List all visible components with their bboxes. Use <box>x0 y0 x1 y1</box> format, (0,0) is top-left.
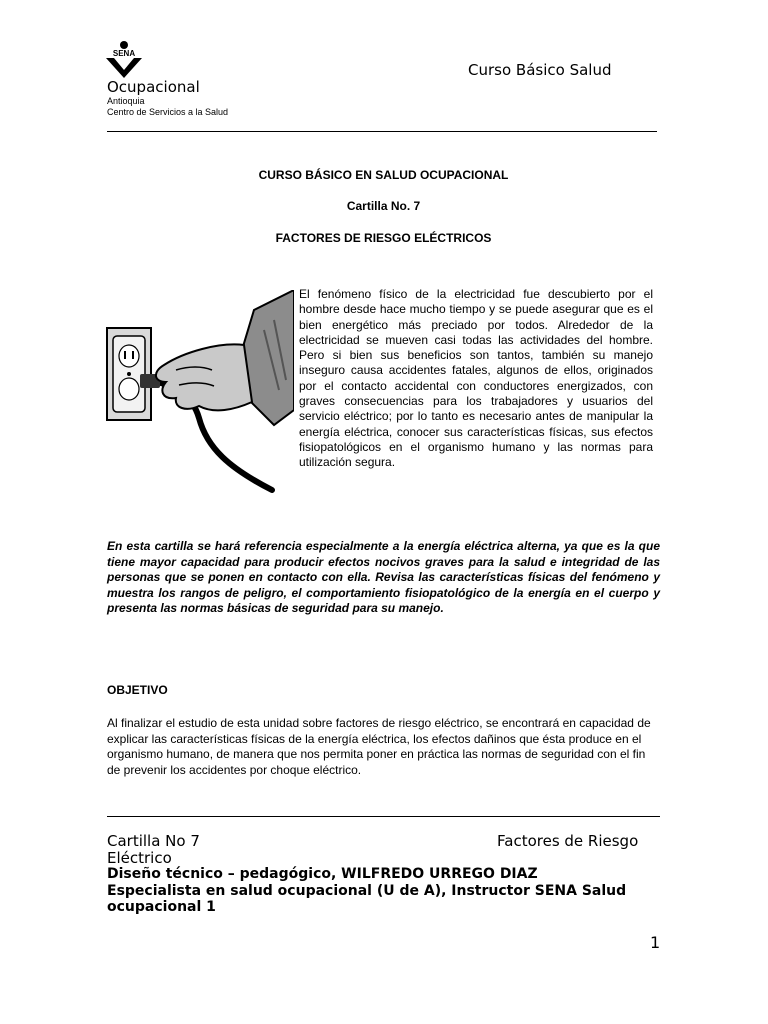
sena-logo-icon <box>104 40 144 80</box>
document-topic: FACTORES DE RIESGO ELÉCTRICOS <box>275 231 492 245</box>
objective-heading: OBJETIVO <box>107 683 168 697</box>
footer-topic: Factores de Riesgo <box>497 832 639 850</box>
org-subtitle-center: Centro de Servicios a la Salud <box>107 107 229 117</box>
footer-divider <box>107 816 660 817</box>
header-divider <box>107 131 657 132</box>
footer-credit-specialist-continued: ocupacional 1 <box>107 899 216 915</box>
footer-credit-specialist: Especialista en salud ocupacional (U de A), Instructor SENA Salud <box>107 883 627 899</box>
footer-cartilla: Cartilla No 7 <box>107 832 200 850</box>
logo-text: SENA <box>112 49 136 58</box>
cartilla-number: Cartilla No. 7 <box>346 199 421 213</box>
footer-credit-design: Diseño técnico – pedagógico, WILFREDO URREGO DIAZ <box>107 866 538 882</box>
org-name: Ocupacional <box>107 78 200 96</box>
org-subtitle-region: Antioquia <box>107 96 145 106</box>
header-course-title: Curso Básico Salud <box>468 61 612 79</box>
intro-paragraph: El fenómeno físico de la electricidad fue descubierto por el hombre desde hace mucho tiempo y se puede asegurar que es el bien energético más preciado por todos. Alrededor de la electricidad se mueven casi todas las actividades del hombre. Pero si bien sus beneficios son tantos, también su manejo inseguro causa accidentes fatales, algunos de ellos, originados por el contacto accidental con conductores energizados, con graves consecuencias para los trabajadores y usuarios del servicio eléctrico; por lo tanto es necesario antes de manipular la energía eléctrica, conocer sus características físicas, sus efectos fisiopatológicos en el organismo humano y las normas para utilización segura. <box>299 287 653 470</box>
objective-paragraph: Al finalizar el estudio de esta unidad sobre factores de riesgo eléctrico, se encontrará en capacidad de explicar las características físicas de la energía eléctrica, los efectos dañinos que ésta produce en el organismo humano, de manera que nos permita poner en práctica las normas de seguridad con el fin de prevenir los accidentes por choque eléctrico. <box>107 716 651 777</box>
document-title: CURSO BÁSICO EN SALUD OCUPACIONAL <box>258 168 509 182</box>
footer-topic-continued: Eléctrico <box>107 849 172 867</box>
page-number: 1 <box>650 933 661 952</box>
highlight-paragraph: En esta cartilla se hará referencia especialmente a la energía eléctrica alterna, ya que es la que tiene mayor capacidad para producir efectos nocivos graves para la salud e integridad de las personas que se ponen en contacto con ella. Revisa las características físicas del fenómeno y muestra los rangos de peligro, el comportamiento fisiopatológico de la energía en el cuerpo y presenta las normas básicas de seguridad para su manejo. <box>107 539 660 616</box>
plug-outlet-illustration <box>104 290 294 495</box>
